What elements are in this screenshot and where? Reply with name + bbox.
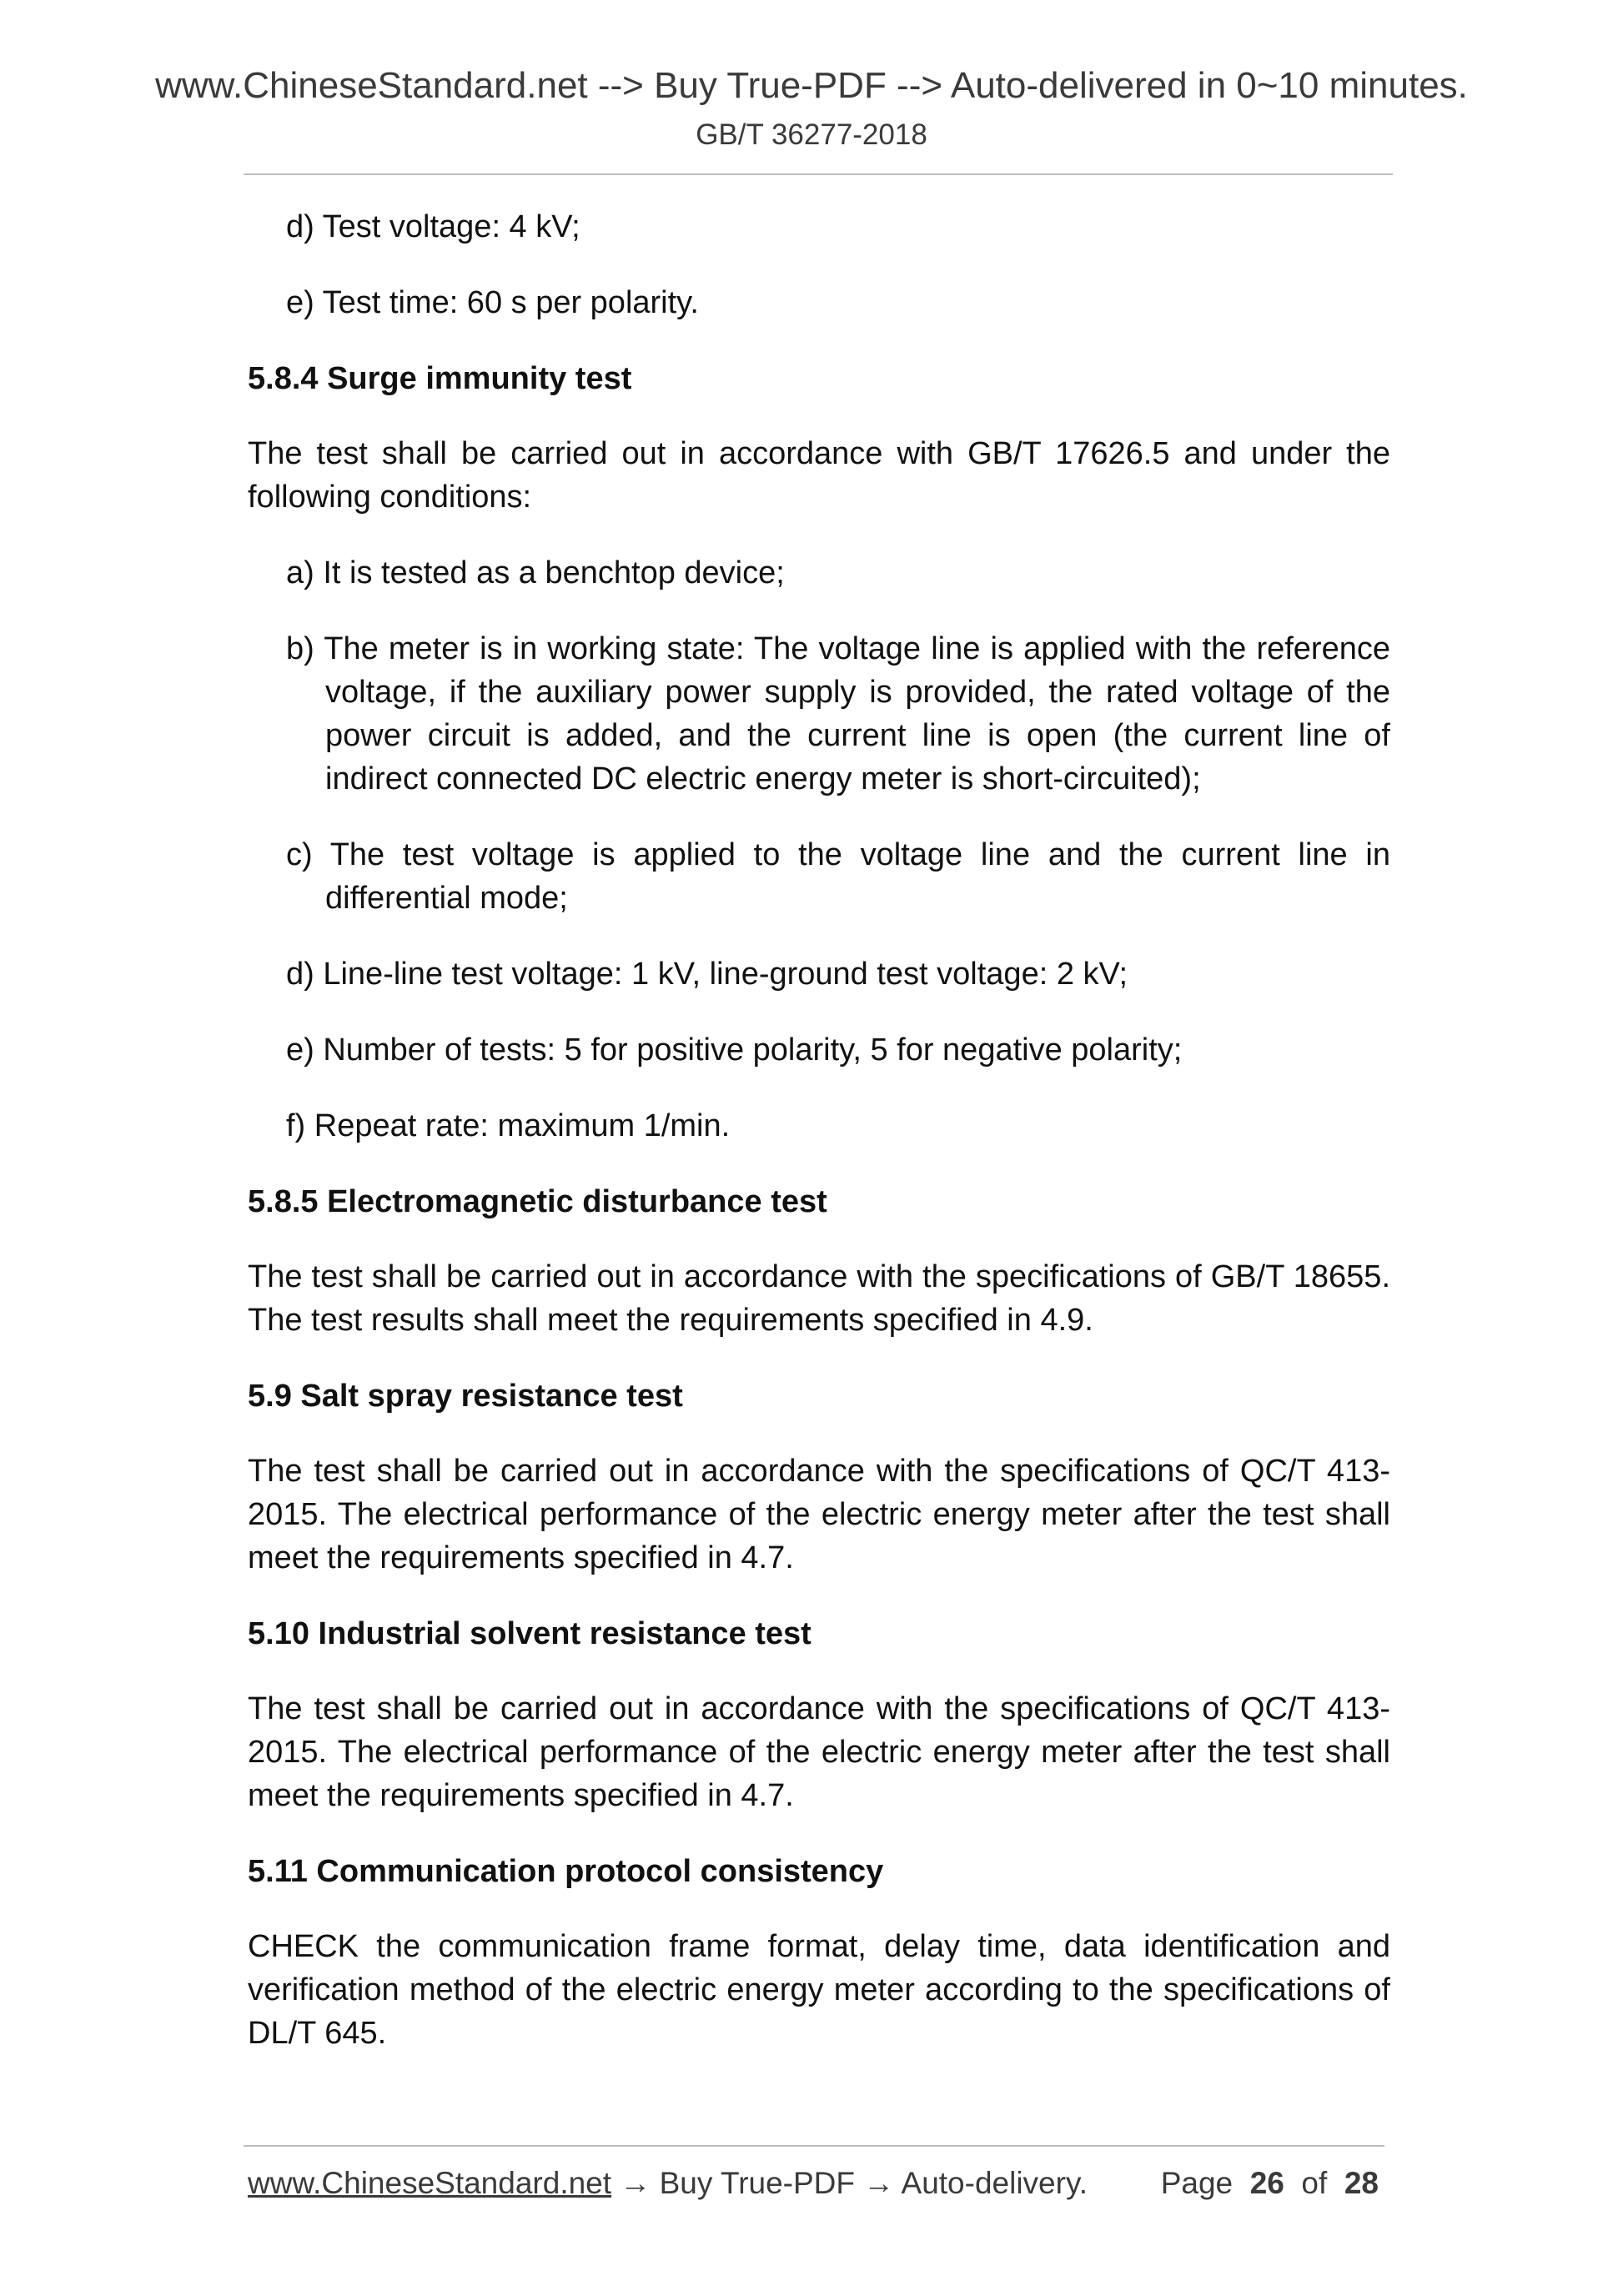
- page-number: [1161, 2166, 1379, 2201]
- list-item: f) Repeat rate: maximum 1/min.: [286, 1108, 731, 1143]
- document-body: [248, 205, 1390, 2088]
- section-heading-5-8-5: 5.8.5 Electromagnetic disturbance test: [248, 1184, 827, 1219]
- page-current: 26: [1249, 2166, 1284, 2200]
- footer-left: [248, 2166, 1088, 2201]
- section-heading-5-8-4: 5.8.4 Surge immunity test: [248, 361, 632, 396]
- list-item: d) Line-line test voltage: 1 kV, line-ground test voltage: 2 kV;: [286, 957, 1128, 992]
- paragraph: The test shall be carried out in accordance with GB/T 17626.5 and under the following conditions:: [248, 436, 1390, 515]
- list-item: e) Number of tests: 5 for positive polarity, 5 for negative polarity;: [286, 1032, 1183, 1068]
- paragraph: The test shall be carried out in accordance with the specifications of GB/T 18655. The test results shall meet the requirements specified in 4.9.: [248, 1259, 1390, 1338]
- footer-tail-text: → Buy True-PDF → Auto-delivery.: [611, 2166, 1088, 2200]
- section-heading-5-10: 5.10 Industrial solvent resistance test: [248, 1616, 812, 1651]
- list-item: c) The test voltage is applied to the voltage line and the current line in differential mode;: [286, 837, 1390, 916]
- of-label: of: [1301, 2166, 1328, 2200]
- list-item: d) Test voltage: 4 kV;: [286, 209, 580, 244]
- page-total: 28: [1344, 2166, 1379, 2200]
- paragraph: The test shall be carried out in accordance with the specifications of QC/T 413-2015. The electrical performance of the electric energy meter after the test shall meet the requirements specified in 4.7.: [248, 1454, 1390, 1575]
- list-item: e) Test time: 60 s per polarity.: [286, 285, 699, 320]
- paragraph: CHECK the communication frame format, delay time, data identification and verification method of the electric energy meter according to the specifications of DL/T 645.: [248, 1929, 1390, 2051]
- section-heading-5-11: 5.11 Communication protocol consistency: [248, 1854, 884, 1889]
- header-banner: www.ChineseStandard.net --> Buy True-PDF --> Auto-delivered in 0~10 minutes.: [155, 65, 1468, 106]
- list-item: a) It is tested as a benchtop device;: [286, 555, 785, 590]
- page-footer: [248, 2166, 1382, 2208]
- section-heading-5-9: 5.9 Salt spray resistance test: [248, 1379, 683, 1414]
- standard-code: GB/T 36277-2018: [696, 118, 927, 151]
- list-item: b) The meter is in working state: The voltage line is applied with the reference voltage, if the auxiliary power supply is provided, the rated voltage of the power circuit is added, and the current line is open (the current line of indirect connected DC electric energy meter is short-circuited);: [286, 631, 1390, 796]
- footer-divider: [244, 2145, 1384, 2147]
- header-divider: [244, 173, 1393, 175]
- paragraph: The test shall be carried out in accordance with the specifications of QC/T 413-2015. The electrical performance of the electric energy meter after the test shall meet the requirements specified in 4.7.: [248, 1691, 1390, 1813]
- page-label: Page: [1160, 2166, 1234, 2200]
- footer-site-link[interactable]: www.ChineseStandard.net: [248, 2166, 612, 2200]
